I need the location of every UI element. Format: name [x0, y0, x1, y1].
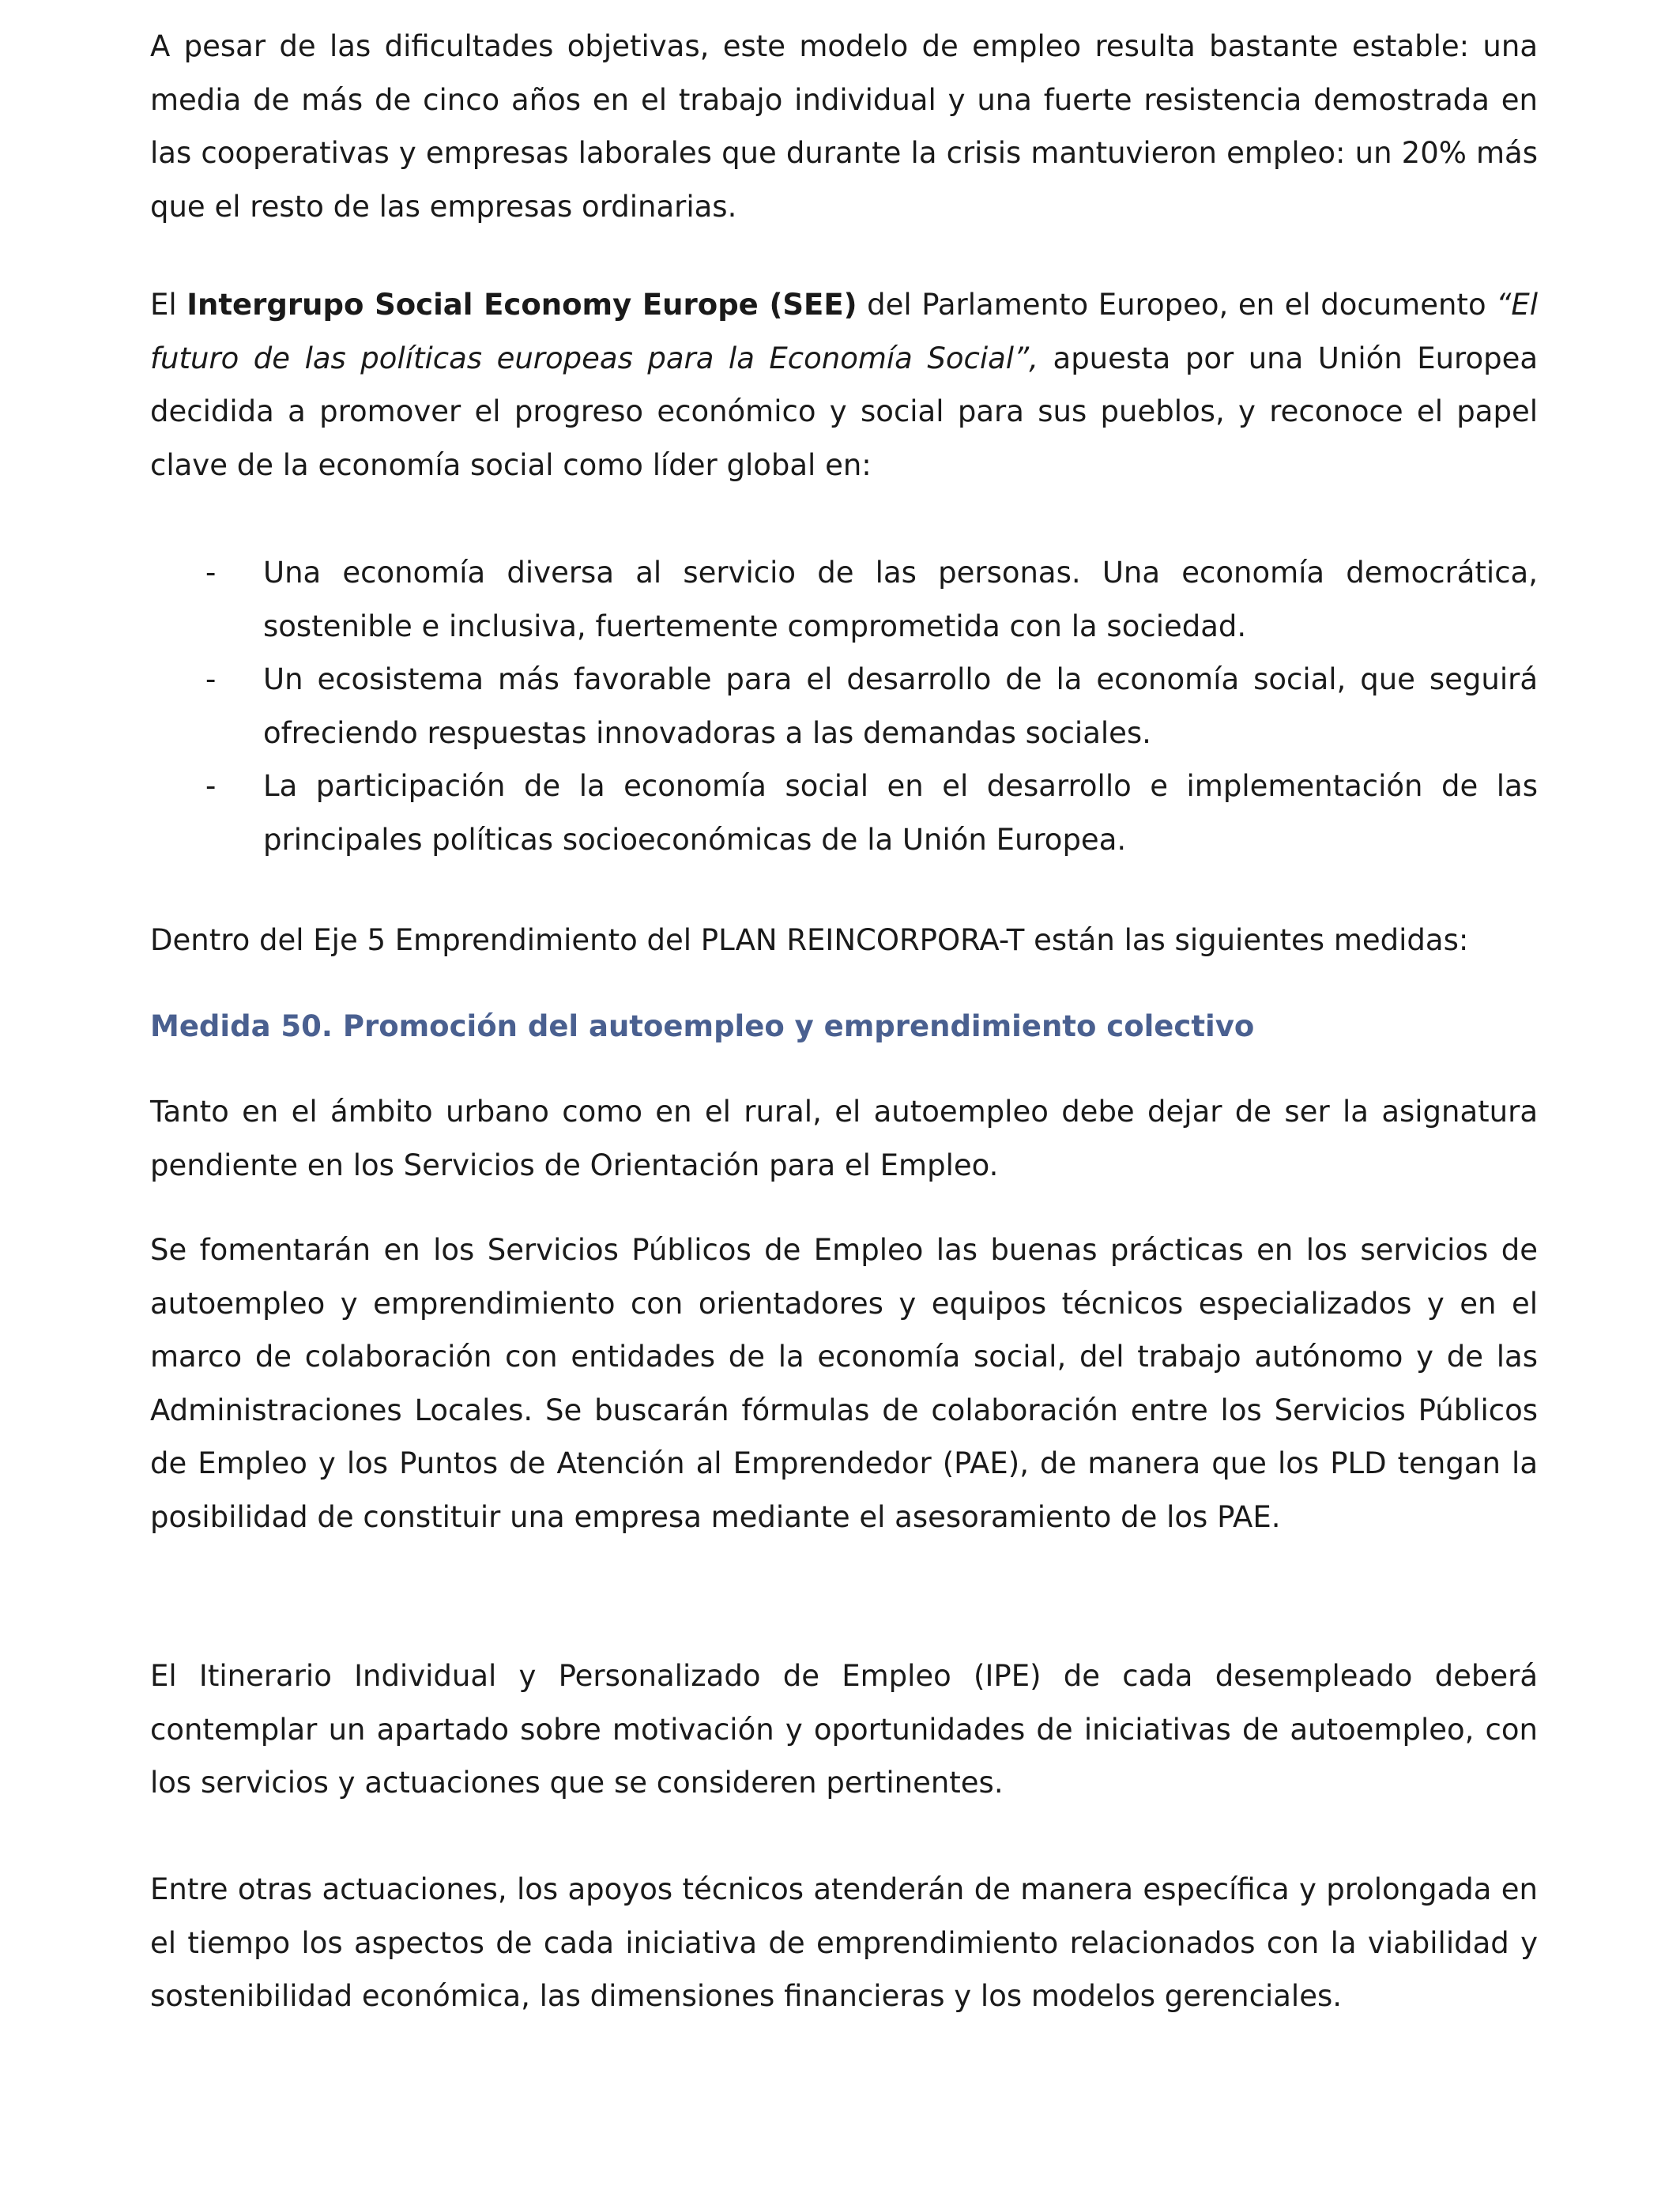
paragraph-intergroup-tail: apuesta por una Unión Europea decidida a promover el progreso económico y social para sus pueblos, y reconoce el papel clave de la economía social como líder global en:	[150, 341, 1539, 482]
paragraph-itinerario-ipe: El Itinerario Individual y Personalizado de Empleo (IPE) de cada desempleado deberá contemplar un apartado sobre motivación y oportunidades de iniciativas de autoempleo, con los servicios y actuaciones que se consideren pertinentes.	[150, 1659, 1538, 1800]
bullet-list	[150, 546, 1538, 866]
bullet-dash: -	[205, 662, 217, 696]
list-item	[150, 760, 1538, 866]
list-item-text: Un ecosistema más favorable para el desarrollo de la economía social, que seguirá ofreciendo respuestas innovadoras a las demandas sociales.	[263, 662, 1538, 750]
paragraph-autoempleo-asignatura: Tanto en el ámbito urbano como en el rural, el autoempleo debe dejar de ser la asignatura pendiente en los Servicios de Orientación para el Empleo.	[150, 1095, 1538, 1182]
paragraph-eje-5: Dentro del Eje 5 Emprendimiento del PLAN REINCORPORA-T están las siguientes medidas:	[150, 923, 1469, 957]
section-heading-medida-50: Medida 50. Promoción del autoempleo y emprendimiento colectivo	[150, 1009, 1255, 1043]
document-title-quote: “El futuro de las políticas europeas para la Economía Social”,	[150, 288, 1539, 375]
paragraph-intergroup-lead: El	[150, 288, 187, 322]
list-item	[150, 546, 1538, 653]
list-item	[150, 653, 1538, 760]
paragraph-servicios-publicos: Se fomentarán en los Servicios Públicos de Empleo las buenas prácticas en los servicios de autoempleo y emprendimiento con orientadores y equipos técnicos especializados y en el marco de colaboración con entidades de la economía social, del trabajo autónomo y de las Administraciones Locales. Se buscarán fórmulas de colaboración entre los Servicios Públicos de Empleo y los Puntos de Atención al Emprendedor (PAE), de manera que los PLD tengan la posibilidad de constituir una empresa mediante el asesoramiento de los PAE.	[150, 1233, 1538, 1534]
list-item-text: Una economía diversa al servicio de las personas. Una economía democrática, sostenible e inclusiva, fuertemente comprometida con la sociedad.	[263, 556, 1538, 643]
bullet-dash: -	[205, 556, 217, 590]
paragraph-intergroup-see	[150, 278, 1538, 492]
intergroup-name: Intergrupo Social Economy Europe (SEE)	[186, 288, 857, 322]
bullet-dash: -	[205, 769, 217, 803]
paragraph-intergroup-mid: del Parlamento Europeo, en el documento	[857, 288, 1497, 322]
paragraph-apoyos-tecnicos: Entre otras actuaciones, los apoyos técnicos atenderán de manera específica y prolongada en el tiempo los aspectos de cada iniciativa de emprendimiento relacionados con la viabilidad y sostenibilidad económica, las dimensiones financieras y los modelos gerenciales.	[150, 1872, 1538, 2013]
paragraph-employment-stability: A pesar de las dificultades objetivas, este modelo de empleo resulta bastante estable: una media de más de cinco años en el trabajo individual y una fuerte resistencia demostrada en las cooperativas y empresas laborales que durante la crisis mantuvieron empleo: un 20% más que el resto de las empresas ordinarias.	[150, 29, 1538, 224]
list-item-text: La participación de la economía social en el desarrollo e implementación de las principales políticas socioeconómicas de la Unión Europea.	[263, 769, 1538, 857]
